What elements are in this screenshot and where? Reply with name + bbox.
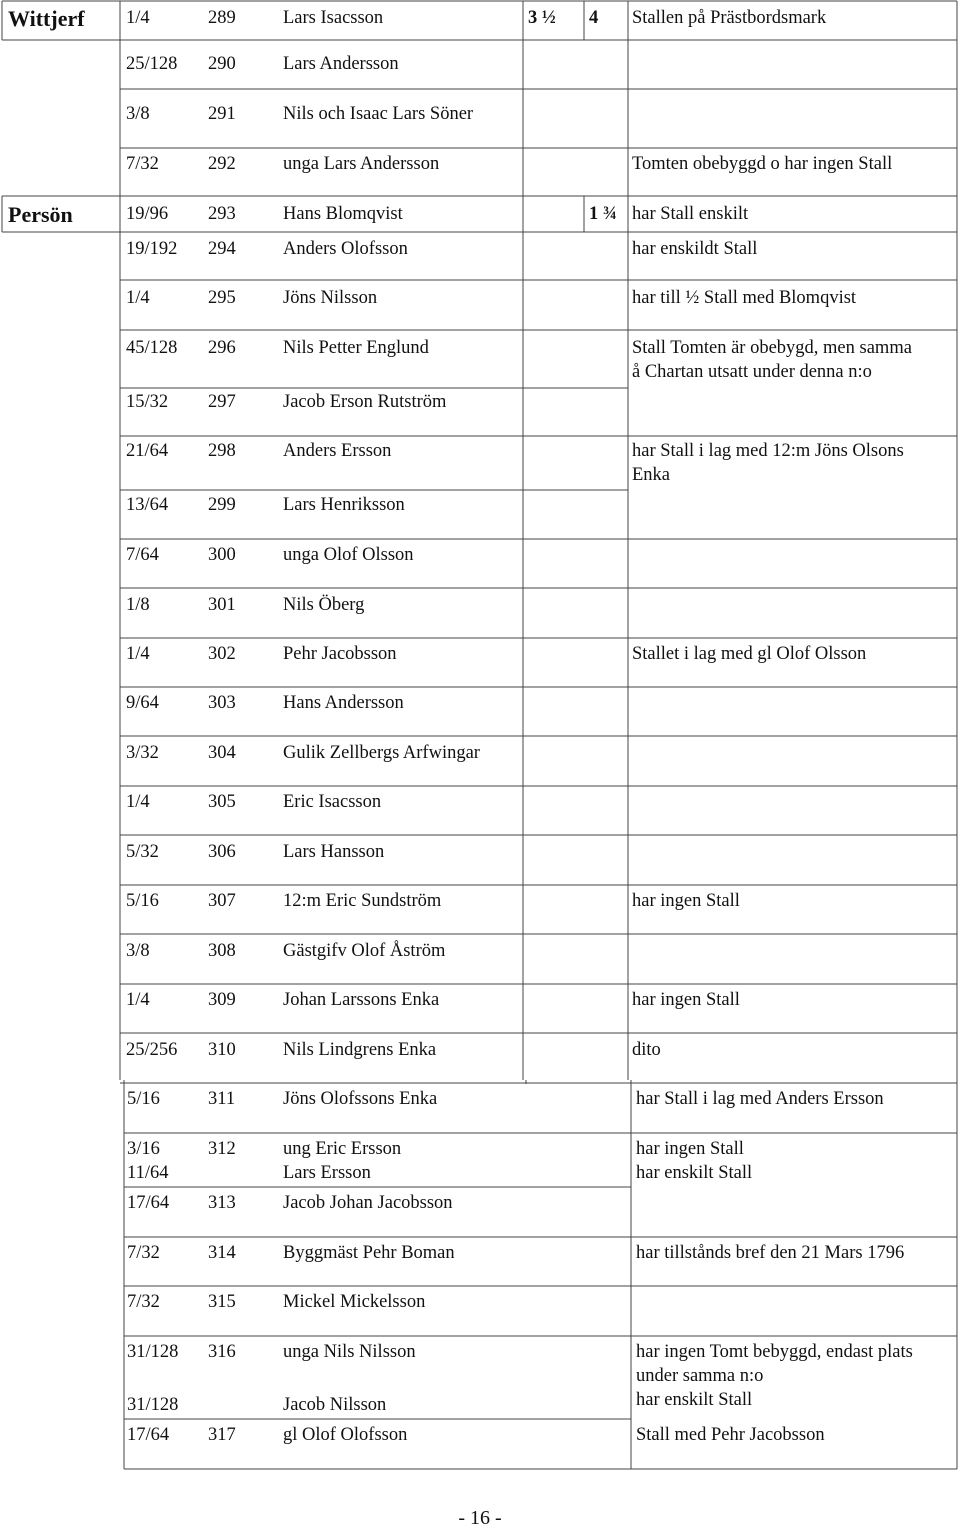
name-cell: Anders Olofsson (283, 239, 408, 259)
share-cell: 19/96 (126, 204, 169, 224)
name-cell: Pehr Jacobsson (283, 644, 397, 664)
share-cell: 3/16 (127, 1139, 160, 1159)
share-cell: 19/192 (126, 239, 178, 259)
name-cell: Byggmäst Pehr Boman (283, 1243, 455, 1263)
note-cell: har till ½ Stall med Blomqvist (632, 288, 857, 308)
name-cell: Lars Andersson (283, 54, 399, 74)
share-cell: 5/16 (126, 891, 159, 911)
share-cell: 17/64 (127, 1425, 170, 1445)
note-cell: har ingen Stall (636, 1139, 744, 1159)
number-cell: 306 (208, 842, 236, 862)
note-cell: Stallet i lag med gl Olof Olsson (632, 644, 867, 664)
note-cell: har Stall i lag med Anders Ersson (636, 1089, 884, 1109)
name-cell: Anders Ersson (283, 441, 392, 461)
share-cell: 1/4 (126, 644, 150, 664)
share-cell: 13/64 (126, 495, 169, 515)
name-cell: Nils Öberg (283, 595, 365, 615)
name-cell: Gästgifv Olof Åström (283, 941, 446, 961)
share-cell: 1/4 (126, 288, 150, 308)
name-cell: Jöns Nilsson (283, 288, 378, 308)
name-cell: Nils Lindgrens Enka (283, 1040, 437, 1060)
number-cell: 292 (208, 154, 236, 174)
number-cell: 300 (208, 545, 236, 565)
name-cell: unga Olof Olsson (283, 545, 414, 565)
note-cell: har Stall i lag med 12:m Jöns Olsons (632, 441, 904, 461)
number-cell: 301 (208, 595, 236, 615)
page-number: - 16 - (458, 1507, 502, 1529)
number-cell: 314 (208, 1243, 236, 1263)
name-cell: Lars Hansson (283, 842, 385, 862)
number-cell: 297 (208, 392, 236, 412)
note-cell: har ingen Stall (632, 990, 740, 1010)
number-cell: 313 (208, 1193, 236, 1213)
name-cell: Nils Petter Englund (283, 338, 429, 358)
number-cell: 310 (208, 1040, 236, 1060)
name-cell: Mickel Mickelsson (283, 1292, 426, 1312)
number-cell: 317 (208, 1425, 236, 1445)
number-cell: 290 (208, 54, 236, 74)
share-cell: 1/4 (126, 792, 150, 812)
place-name: Persön (8, 202, 73, 227)
name-cell-continued: Lars Ersson (283, 1163, 371, 1183)
note-cell-continued: Enka (632, 465, 671, 485)
note-cell-continued: å Chartan utsatt under denna n:o (632, 362, 872, 382)
share-cell: 45/128 (126, 338, 178, 358)
number-cell: 289 (208, 8, 236, 28)
note-cell: dito (632, 1040, 661, 1060)
name-cell: Jöns Olofssons Enka (283, 1089, 438, 1109)
name-cell: Jacob Johan Jacobsson (283, 1193, 453, 1213)
number-cell: 315 (208, 1292, 236, 1312)
share-cell-continued: 31/128 (127, 1395, 179, 1415)
share-cell: 25/128 (126, 54, 178, 74)
note-cell: har Stall enskilt (632, 204, 749, 224)
note-cell: har ingen Tomt bebyggd, endast plats (636, 1342, 913, 1362)
name-cell: Nils och Isaac Lars Söner (283, 104, 474, 124)
number-cell: 296 (208, 338, 236, 358)
share-cell: 7/32 (127, 1243, 160, 1263)
number-cell: 295 (208, 288, 236, 308)
share-cell: 5/32 (126, 842, 159, 862)
number-cell: 303 (208, 693, 236, 713)
number-cell: 304 (208, 743, 236, 763)
count-cell: 3 ½ (528, 8, 556, 28)
share-cell: 21/64 (126, 441, 169, 461)
name-cell: Hans Andersson (283, 693, 404, 713)
number-cell: 291 (208, 104, 236, 124)
share-cell-continued: 11/64 (127, 1163, 169, 1183)
number-cell: 316 (208, 1342, 236, 1362)
note-cell: har enskildt Stall (632, 239, 758, 259)
name-cell: gl Olof Olofsson (283, 1425, 408, 1445)
count-cell: 1 ¾ (589, 204, 617, 224)
name-cell: Gulik Zellbergs Arfwingar (283, 743, 480, 763)
name-cell: Johan Larssons Enka (283, 990, 440, 1010)
number-cell: 309 (208, 990, 236, 1010)
place-name: Wittjerf (8, 6, 85, 31)
share-cell: 3/32 (126, 743, 159, 763)
share-cell: 9/64 (126, 693, 159, 713)
note-cell: Stall med Pehr Jacobsson (636, 1425, 825, 1445)
name-cell: Hans Blomqvist (283, 204, 403, 224)
name-cell: Lars Isacsson (283, 8, 384, 28)
note-cell: har tillstånds bref den 21 Mars 1796 (636, 1243, 905, 1263)
share-cell: 1/8 (126, 595, 150, 615)
number-cell: 294 (208, 239, 236, 259)
name-cell: unga Lars Andersson (283, 154, 440, 174)
note-cell: Stall Tomten är obebygd, men samma (632, 338, 912, 358)
note-cell-continued: har enskilt Stall (636, 1390, 753, 1410)
number-cell: 312 (208, 1139, 236, 1159)
note-cell-continued: har enskilt Stall (636, 1163, 753, 1183)
number-cell: 305 (208, 792, 236, 812)
share-cell: 31/128 (127, 1342, 179, 1362)
note-cell: har ingen Stall (632, 891, 740, 911)
share-cell: 7/32 (126, 154, 159, 174)
share-cell: 3/8 (126, 941, 150, 961)
share-cell: 25/256 (126, 1040, 178, 1060)
note-cell: Stallen på Prästbordsmark (632, 8, 827, 28)
number-cell: 308 (208, 941, 236, 961)
share-cell: 5/16 (127, 1089, 160, 1109)
count-cell: 4 (589, 8, 599, 28)
name-cell-continued: Jacob Nilsson (283, 1395, 387, 1415)
share-cell: 7/32 (127, 1292, 160, 1312)
share-cell: 7/64 (126, 545, 159, 565)
note-cell-continued: under samma n:o (636, 1366, 764, 1386)
number-cell: 302 (208, 644, 236, 664)
share-cell: 17/64 (127, 1193, 170, 1213)
name-cell: Eric Isacsson (283, 792, 382, 812)
number-cell: 299 (208, 495, 236, 515)
share-cell: 15/32 (126, 392, 169, 412)
name-cell: Jacob Erson Rutström (283, 392, 447, 412)
note-cell: Tomten obebyggd o har ingen Stall (632, 154, 893, 174)
name-cell: unga Nils Nilsson (283, 1342, 416, 1362)
share-cell: 1/4 (126, 8, 150, 28)
name-cell: Lars Henriksson (283, 495, 405, 515)
number-cell: 293 (208, 204, 236, 224)
name-cell: ung Eric Ersson (283, 1139, 402, 1159)
name-cell: 12:m Eric Sundström (283, 891, 442, 911)
share-cell: 3/8 (126, 104, 150, 124)
number-cell: 298 (208, 441, 236, 461)
share-cell: 1/4 (126, 990, 150, 1010)
number-cell: 307 (208, 891, 236, 911)
number-cell: 311 (208, 1089, 236, 1109)
